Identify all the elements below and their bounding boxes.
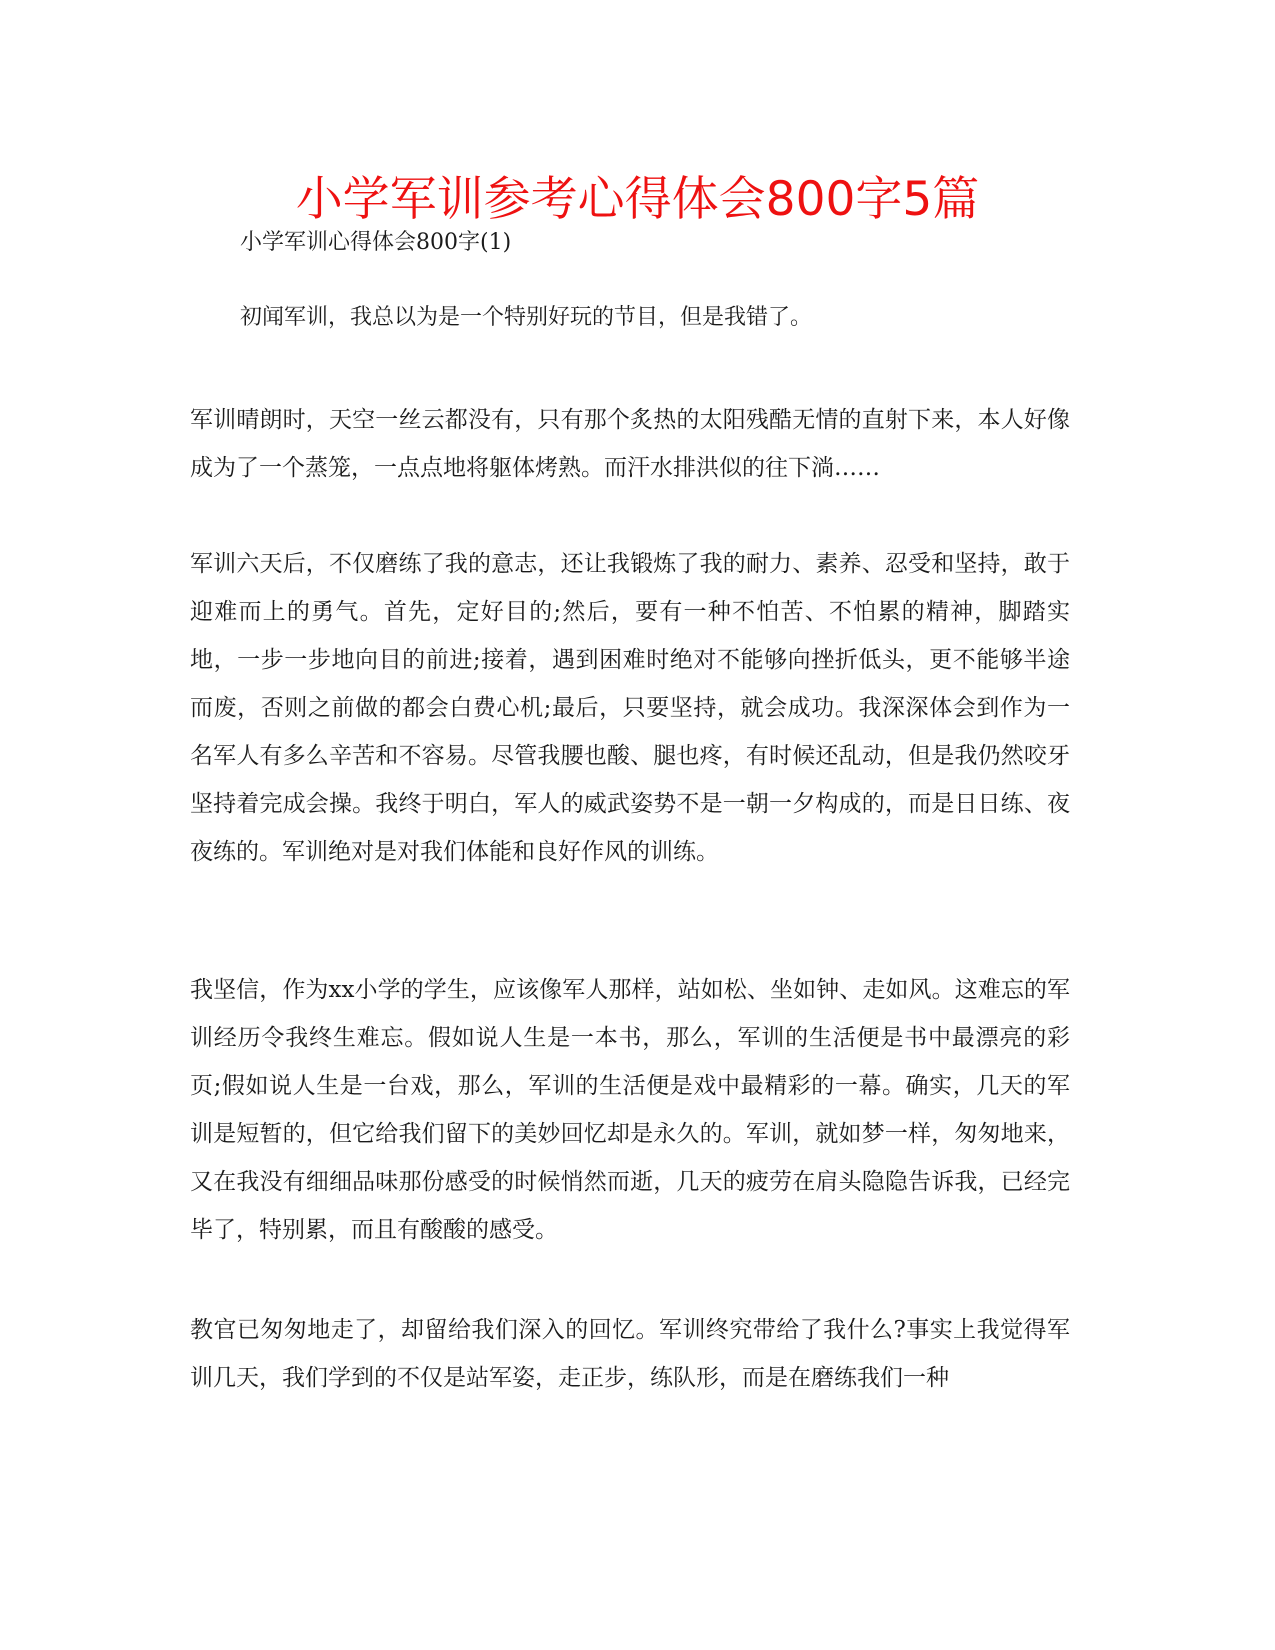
intro-line: 初闻军训，我总以为是一个特别好玩的节目，但是我错了。 <box>240 305 813 330</box>
paragraph-3: 我坚信，作为xx小学的学生，应该像军人那样，站如松、坐如钟、走如风。这难忘的军训经历令我终生难忘。假如说人生是一本书，那么，军训的生活便是书中最漂亮的彩页;假如说人生是一台戏，那么，军训的生活便是戏中最精彩的一幕。确实，几天的军训是短暂的，但它给我们留下的美妙回忆却是永久的。军训，就如梦一样，匆匆地来，又在我没有细细品味那份感受的时候悄然而逝，几天的疲劳在肩头隐隐告诉我，已经完毕了，特别累，而且有酸酸的感受。 <box>190 977 1070 1243</box>
document-title: 小学军训参考心得体会800字5篇 <box>295 172 980 227</box>
paragraph-4: 教官已匆匆地走了，却留给我们深入的回忆。军训终究带给了我什么?事实上我觉得军训几天，我们学到的不仅是站军姿，走正步，练队形，而是在磨练我们一种 <box>190 1317 1070 1391</box>
section-heading: 小学军训心得体会800字(1) <box>240 230 512 255</box>
paragraph-1: 军训晴朗时，天空一丝云都没有，只有那个炙热的太阳残酷无情的直射下来，本人好像成为了一个蒸笼，一点点地将躯体烤熟。而汗水排洪似的往下淌…… <box>190 407 1070 481</box>
paragraph-2: 军训六天后，不仅磨练了我的意志，还让我锻炼了我的耐力、素养、忍受和坚持，敢于迎难而上的勇气。首先，定好目的;然后，要有一种不怕苦、不怕累的精神，脚踏实地，一步一步地向目的前进;接着，遇到困难时绝对不能够向挫折低头，更不能够半途而废，否则之前做的都会白费心机;最后，只要坚持，就会成功。我深深体会到作为一名军人有多么辛苦和不容易。尽管我腰也酸、腿也疼，有时候还乱动，但是我仍然咬牙坚持着完成会操。我终于明白，军人的威武姿势不是一朝一夕构成的，而是日日练、夜夜练的。军训绝对是对我们体能和良好作风的训练。 <box>190 551 1070 865</box>
